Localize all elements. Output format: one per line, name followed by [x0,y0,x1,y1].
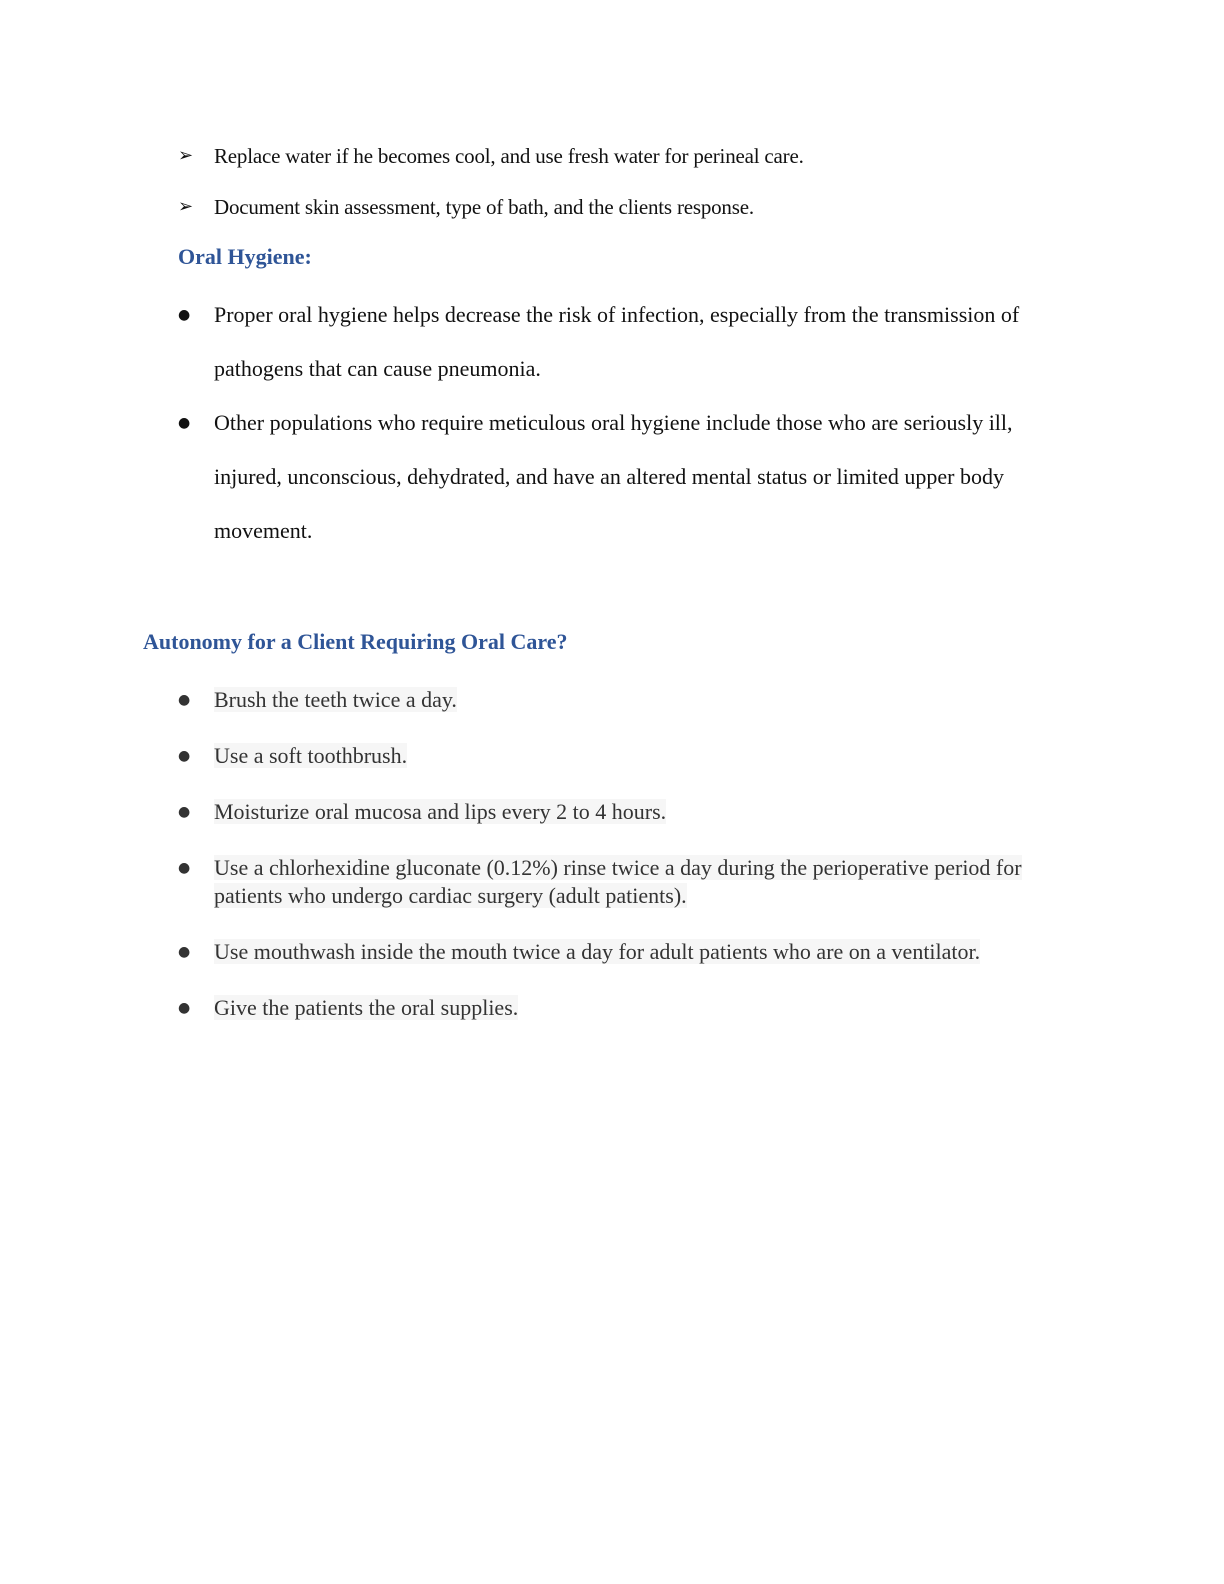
bullet-icon: ● [178,415,191,431]
bullet-icon: ● [178,692,191,708]
list-item [178,938,1068,966]
bullet-icon: ● [178,1000,191,1016]
bullet-icon: ● [178,860,191,876]
bullet-icon: ● [178,307,191,323]
arrow-bullet-icon: ➢ [178,145,193,166]
list-item [178,854,1068,910]
list-item-text: Give the patients the oral supplies. [214,995,519,1020]
list-item [178,742,1068,770]
autonomy-list [178,686,1068,1050]
heading-oral-hygiene: Oral Hygiene: [178,244,312,269]
list-item [178,288,1068,396]
list-item-text: Other populations who require meticulous oral hygiene include those who are seriously ill, injured, unconscious, dehydrated, and have an altered mental status or limited upper body movement. [214,410,1013,543]
list-item-text: Proper oral hygiene helps decrease the risk of infection, especially from the transmission of pathogens that can cause pneumonia. [214,302,1020,381]
oral-hygiene-list [178,288,1068,558]
list-item-text: Replace water if he becomes cool, and use fresh water for perineal care. [214,144,804,168]
bullet-icon: ● [178,748,191,764]
list-item [178,686,1068,714]
heading-autonomy: Autonomy for a Client Requiring Oral Care? [143,629,568,654]
bullet-icon: ● [178,944,191,960]
list-item [178,798,1068,826]
list-item [178,396,1068,558]
list-item-text: Use mouthwash inside the mouth twice a day for adult patients who are on a ventilator. [214,939,981,964]
list-item-text: Use a soft toothbrush. [214,743,408,768]
list-item-text: Brush the teeth twice a day. [214,687,457,712]
list-item-text: Document skin assessment, type of bath, and the clients response. [214,195,754,219]
bullet-icon: ● [178,804,191,820]
list-item [178,994,1068,1022]
list-item-text: Use a chlorhexidine gluconate (0.12%) rinse twice a day during the perioperative period for patients who undergo cardiac surgery (adult patients). [214,855,1022,908]
arrow-bullet-icon: ➢ [178,196,193,217]
list-item-text: Moisturize oral mucosa and lips every 2 to 4 hours. [214,799,667,824]
